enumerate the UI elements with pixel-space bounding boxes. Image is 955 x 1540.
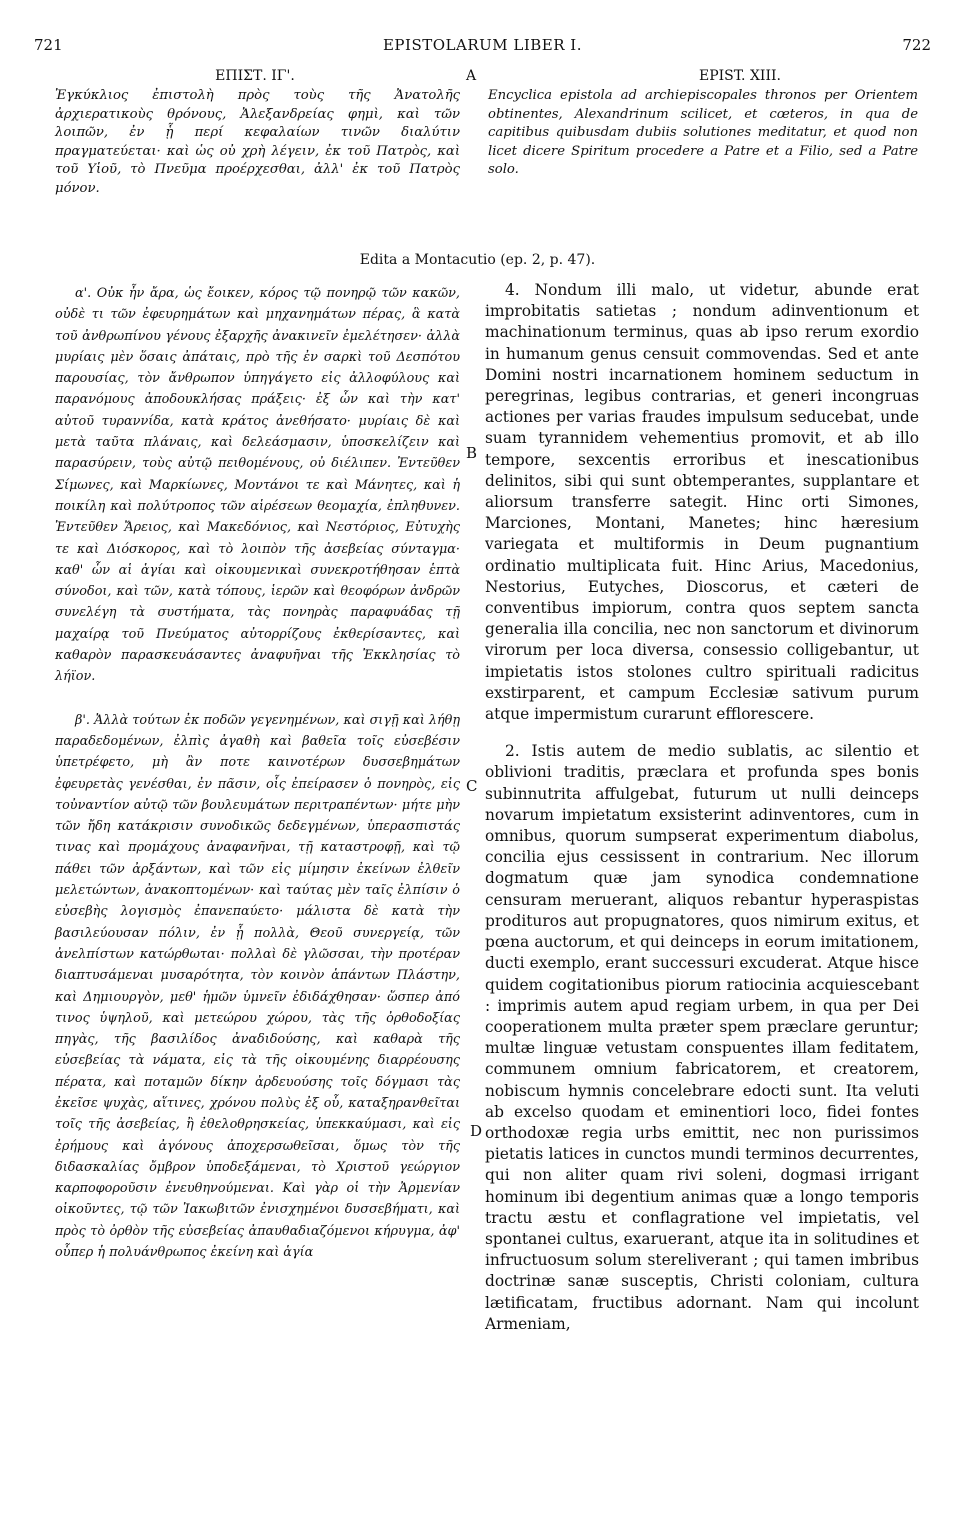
left-page-number: 721 bbox=[34, 36, 63, 54]
margin-letter-a: A bbox=[466, 68, 477, 84]
greek-column bbox=[55, 283, 460, 1263]
greek-paragraph-2: β'. Ἀλλὰ τούτων ἐκ ποδῶν γεγενημένων, καὶ σιγῇ καὶ λήθῃ παραδεδομένων, ἐλπὶς ἀγαθὴ καὶ βαθεῖα τοῖς εὐσεβέσιν ὑπετρέφετο, μὴ ἂν ποτε καινοτέρων δυσσεβημάτων ἐφευρετὰς γενέσθαι, ἐν πᾶσιν, οἷς ἐπείρασεν ὁ πονηρὸς, εἰς τοὐναντίον αὐτῷ τῶν βουλευμάτων περιτραπέντων· μήτε μὴν τῶν ἤδη κατάκρισιν συνοδικῶς δεδεγμένων, ὑπερασπιστάς τινας καὶ προμάχους ἀναφανῆναι, τῇ καταστροφῇ, καὶ τῷ πάθει τῶν ἀρξάντων, καὶ τῶν εἰς μίμησιν ἐκείνων ἐλθεῖν μελετώντων, ἀνακοπτομένων· καὶ ταύτας μὲν ταῖς ἐλπίσιν ὁ εὐσεβὴς λογισμὸς ἐπανεπαύετο· μάλιστα δὲ κατὰ τὴν βασιλεύουσαν πόλιν, ἐν ᾗ πολλὰ, Θεοῦ συνεργείᾳ, τῶν ἀνελπίστων κατώρθωται· πολλαὶ δὲ γλῶσσαι, τὴν προτέραν διαπτυσάμεναι μυσαρότητα, τὸν κοινὸν ἁπάντων Πλάστην, καὶ Δημιουργὸν, μεθ' ἡμῶν ὑμνεῖν ἐδιδάχθησαν· ὥσπερ ἀπό τινος ὑψηλοῦ, καὶ μετεώρου χώρου, τὰς τῆς ὀρθοδοξίας πηγὰς, τῆς βασιλίδος ἀναδιδούσης, καὶ καθαρὰ τῆς εὐσεβείας τὰ νάματα, εἰς τὰ τῆς οἰκουμένης διαρρέουσης πέρατα, καὶ ποταμῶν δίκην ἀρδευούσης τοῖς δόγμασι τὰς ἐκεῖσε ψυχὰς, αἵτινες, χρόνου πολὺς ἐξ οὗ, καταξηρανθεῖται τοῖς τῆς ἀσεβείας, ἢ ἐθελοθρησκείας, ὑπεκκαύμασι, καὶ εἰς ἐρήμους καὶ ἀγόνους ἀποχερσωθεῖσαι, ὅμως τὸν τῆς διδασκαλίας ὄμβρον ὑποδεξάμεναι, τὸ Χριστοῦ γεώργιον καρποφοροῦσιν ἐνευθηνούμεναι. Καὶ γὰρ οἱ τὴν Ἀρμενίαν οἰκοῦντες, τῷ τῶν Ἰακωβιτῶν ἐνισχημένοι δυσσεβήματι, καὶ πρὸς τὸ ὀρθὸν τῆς εὐσεβείας ἀπαυθαδιαζόμενοι κήρυγμα, ἀφ' οὗπερ ἡ πολυάνθρωπος ἐκείνη καὶ ἁγία bbox=[55, 712, 460, 1261]
latin-column bbox=[485, 280, 919, 1335]
margin-letter-c: C bbox=[466, 777, 478, 795]
greek-intro: Ἐγκύκλιος ἐπιστολὴ πρὸς τοὺς τῆς Ἀνατολῆς ἀρχιερατικοὺς θρόνους, Ἀλεξανδρείας φημὶ, καὶ τῶν λοιπῶν, ἐν ᾗ περί κεφαλαίων τινῶν διαλύτιν πραγματεύεται· καὶ ὡς οὐ χρὴ λέγειν, ἐκ τοῦ Πατρὸς, καὶ τοῦ Υἱοῦ, τὸ Πνεῦμα προέρχεσθαι, ἀλλ' ἐκ τοῦ Πατρὸς μόνον. bbox=[55, 88, 460, 196]
latin-intro: Encyclica epistola ad archiepiscopales thronos per Orientem obtinentes, Alexandrinum scilicet, et cœteros, in qua de capitibus quibusdam dubiis solutiones meditatur, et quod non licet dicere Spiritum procedere a Patre et a Filio, sed a Patre solo. bbox=[488, 88, 918, 177]
greek-paragraph-1: α'. Οὐκ ἦν ἄρα, ὡς ἔοικεν, κόρος τῷ πονηρῷ τῶν κακῶν, οὐδὲ τι τῶν ἐφευρημάτων καὶ μηχανημάτων πέρας, ἃ κατὰ τοῦ ἀνθρωπίνου γένους ἐξαρχῆς ἀνακινεῖν ἐμελέτησεν· ἀλλὰ μυρίαις μὲν ὅσαις ἀπάταις, πρὸ τῆς ἐν σαρκὶ τοῦ Δεσπότου παρουσίας, τὸν ἄνθρωπον ὑπηγάγετο εἰς ἀλλοφύλους καὶ παρανόμους ἀποδουκλήσας πράξεις· ἐξ ὧν καὶ τὴν κατ' αὐτοῦ τυραννίδα, κατὰ κράτος ἀνεθήσατο· μυρίαις δὲ καὶ μετὰ ταῦτα πλάναις, καὶ δελεάσμασιν, ὑποσκελίζειν καὶ παρασύρειν, τοὺς αὐτῷ πειθομένους, οὐ διέλιπεν. Ἐντεῦθεν Σίμωνες, καὶ Μαρκίωνες, Μοντάνοι τε καὶ Μάνητες, καὶ ἡ ποικίλη καὶ πολύτροπος τῶν αἱρέσεων θεομαχία, ἐπληθυνεν. Ἐντεῦθεν Ἄρειος, καὶ Μακεδόνιος, καὶ Νεστόριος, Εὐτυχὴς τε καὶ Διόσκορος, καὶ τὸ λοιπὸν τῆς ἀσεβείας σύνταγμα· καθ' ὧν αἱ ἁγίαι καὶ οἰκουμενικαὶ συνεκροτήθησαν ἑπτὰ σύνοδοι, καὶ τῶν, κατὰ τόπους, ἱερῶν καὶ θεοφόρων ἀνδρῶν συνελέγη τὰ συστήματα, τὰς πονηρὰς παραφυάδας τῇ μαχαίρᾳ τοῦ Πνεύματος αὐτορρίζους ἐκθερίσαντες, καὶ καθαρὸν παρασκευάσαντες ἀναφυῆναι τῆς Ἐκκλησίας τὸ λήϊον. bbox=[55, 286, 460, 685]
latin-paragraph-2: 2. Istis autem de medio sublatis, ac silentio et oblivioni traditis, præclara et profunda spes bonis subinnutrita affulgebat, futurum ut nulli deinceps novarum impietatum exsisterint adinventores, cum in omnibus, quorum sumpserat experimentum diabolus, concilia ejus cessissent in contrarium. Nec illorum dogmatum quæ jam synodica condemnatione censuram meruerant, aliquos rebantur hyperaspistas prodituros aut propugnatores, quos nimirum exitus, et pœna auctorum, et qui deinceps in eorum imitationem, ducti exemplo, erant successuri excuderat. Atque hisce quidem cogitationibus piorum ratiocinia acquiescebant : imprimis autem apud regiam urbem, in qua per Dei cooperationem multa præter spem præclare geruntur; multæ linguæ vetustam conspuentes illam feditatem, communem omnium fabricatorem, et creatorem, nobiscum hymnis concelebrare edocti sunt. Ita veluti ab excelso quodam et eminentiori loco, fidei fontes orthodoxæ regia urbs emittit, nec non purissimos pietatis latices in cunctos mundi terminos decurrentes, qui non aliter quam rivi soleni, dogmasi irrigant hominum ibi degentium animas quæ a longo temporis tractu æstu et conflagratione vel impietatis, vel spontanei cultus, exaruerant, atque ita in solitudines et infructuosum solum stereliverant ; qui tamen imbribus doctrinæ sanæ susceptis, Christi coloniam, cultura lætificatam, fructibus adornant. Nam qui incolunt Armeniam, bbox=[485, 742, 919, 1333]
margin-letter-b: B bbox=[466, 444, 478, 462]
greek-epistle-heading: ΕΠΙΣΤ. ΙΓ'. bbox=[215, 68, 295, 84]
running-title: EPISTOLARUM LIBER I. bbox=[382, 36, 583, 54]
latin-epistle-heading: EPIST. XIII. bbox=[699, 68, 781, 84]
running-head bbox=[34, 36, 931, 60]
margin-letter-d: D bbox=[470, 1122, 483, 1140]
edition-note: Edita a Montacutio (ep. 2, p. 47). bbox=[359, 252, 596, 268]
right-page-number: 722 bbox=[902, 36, 931, 54]
latin-paragraph-1: 4. Nondum illi malo, ut videtur, abunde erat improbitatis satietas ; nondum adinventionum et machinationum terminus, quas ab ipso rerum exordio in humanum genus censuit commovendas. Sed et ante Domini nostri incarnationem hominem seductum in peregrinas, legibus contrarias, et generi incongruas actiones per varias fraudes impulsum seducebat, unde suam tyrannidem vehementius promovit, et ab illo tempore, sexcentis erroribus et inescationibus delinitos, sibi qui sunt obtemperantes, supplantare et aliorsum transferre sategit. Hinc orti Simones, Marciones, Montani, Manetes; hinc hæresium variegata et multiformis in Deum pugnantium ordinatio multiplicata fuit. Hinc Arius, Macedonius, Nestorius, Eutyches, Dioscorus, et cæteri de conventibus impiorum, contra quos septem sancta generalia illa concilia, nec non sanctorum et divinorum virorum per loca diversa, consessio colligebantur, ut impietatis istos stolones cultro spirituali radicitus exstirparent, et campum Ecclesiæ sativum purum atque impermistum curarunt efflorescere. bbox=[485, 281, 919, 724]
